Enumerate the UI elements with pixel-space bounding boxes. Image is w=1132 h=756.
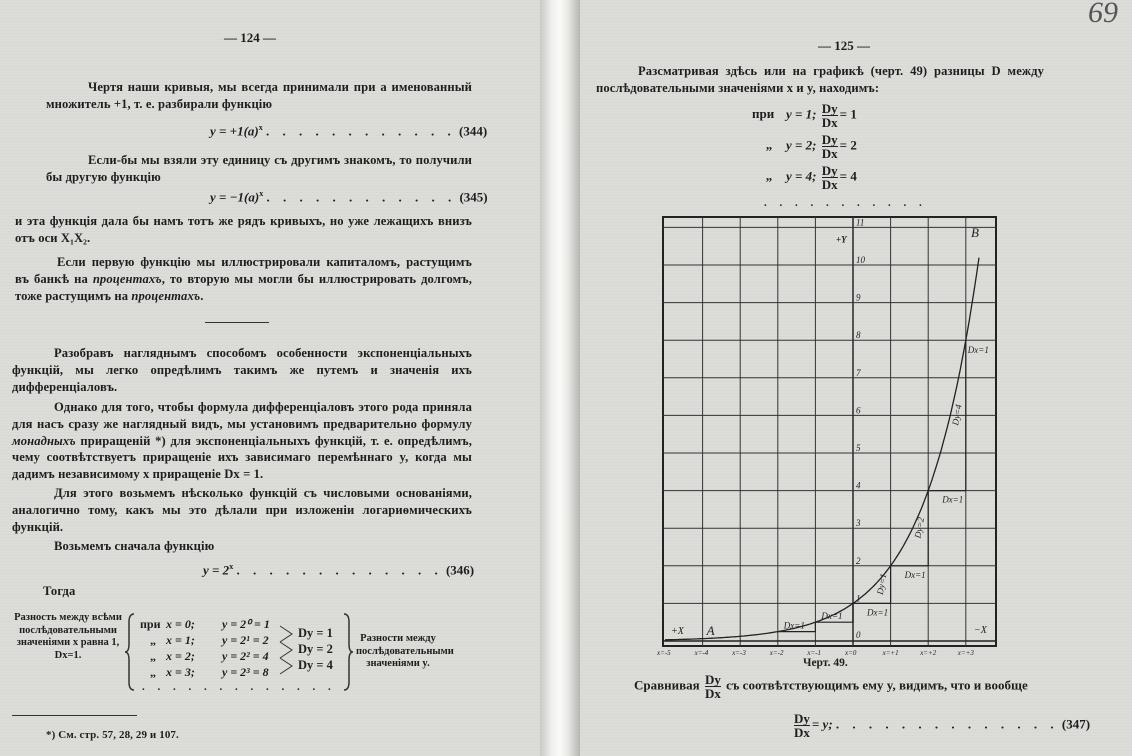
y-tick-label: 9 bbox=[856, 292, 861, 303]
denominator: Dx bbox=[821, 146, 838, 161]
denominator: Dx bbox=[794, 725, 810, 740]
x-tick-label: x=-5 bbox=[657, 649, 671, 657]
equation-number: (346) bbox=[445, 562, 475, 578]
numerator: Dy bbox=[794, 711, 810, 726]
exponent: x bbox=[229, 562, 234, 571]
text: Если первую функцію мы иллюстрировали капиталомъ, растущимъ въ банкѣ на bbox=[15, 255, 472, 286]
y-tick-label: 5 bbox=[856, 443, 861, 453]
row-prefix: „ bbox=[150, 649, 156, 663]
text: . bbox=[200, 288, 204, 303]
y-tick-label: 1 bbox=[856, 593, 861, 604]
x-tick-label: x=+3 bbox=[957, 649, 974, 657]
y-tick-label: 6 bbox=[856, 405, 861, 416]
figure-caption: Черт. 49. bbox=[803, 657, 848, 669]
paragraph bbox=[634, 673, 1028, 700]
page-number: — 125 — bbox=[818, 38, 870, 53]
numerator: Dy bbox=[821, 163, 838, 178]
equation-lhs: y = −1(a) bbox=[210, 189, 260, 205]
difference: Dy = 4 bbox=[298, 658, 333, 672]
paragraph: Для этого возьмемъ нѣсколько функцій съ числовыми основаніями, аналогично тому, какъ мы это дѣлали при изложеніи логариѳмическихъ функцій. bbox=[12, 486, 472, 534]
x-tick-label: x=-2 bbox=[769, 649, 784, 657]
leader-dots: . . . . . . . . . . . . bbox=[266, 123, 456, 139]
leader-dots: . . . . . . . . . . . . . . bbox=[835, 716, 1059, 732]
leader-dots: . . . . . . . . . . . . . bbox=[236, 562, 443, 578]
ratio-prefix: „ bbox=[765, 137, 773, 153]
difference: Dy = 2 bbox=[298, 642, 333, 656]
leader-dots: . . . . . . . . . . . . bbox=[266, 189, 457, 205]
row-prefix: „ bbox=[150, 665, 156, 679]
equation-number: (344) bbox=[459, 123, 488, 139]
y-tick-label: 8 bbox=[856, 330, 861, 341]
denominator: Dx bbox=[704, 686, 721, 701]
point-b-label: B bbox=[971, 225, 979, 240]
text: Однако для того, чтобы формула дифференціаловъ этого рода приняла для насъ сразу же наглядный видъ, мы установимъ предварительно формулу bbox=[12, 400, 472, 431]
x-tick-label: x=+1 bbox=[882, 649, 899, 657]
text: приращеній *) для экспоненціальныхъ функцій, т. е. опредѣлимъ, чему соотвѣтствуетъ приращеніе ихъ зависимаго перемѣннаго y, когда мы дадимъ независимому x приращеніе Dx = 1. bbox=[12, 433, 472, 482]
x-tick-label: x=+2 bbox=[920, 649, 937, 657]
numerator: Dy bbox=[704, 672, 721, 687]
ratio-value: = 2 bbox=[839, 137, 857, 153]
x-tick-label: x=-4 bbox=[694, 649, 709, 657]
point-a-label: A bbox=[706, 623, 715, 638]
dy-label: Dy=2 bbox=[912, 516, 926, 539]
fraction bbox=[705, 673, 721, 700]
dx-label: Dx=1 bbox=[783, 620, 805, 631]
dx-label: Dx=1 bbox=[942, 494, 964, 505]
ratio-y: y = 2; bbox=[786, 137, 817, 153]
denominator: Dx bbox=[821, 115, 838, 130]
ratio-y: y = 1; bbox=[786, 106, 817, 122]
text: Сравнивая bbox=[634, 677, 700, 693]
y-tick-label: 11 bbox=[856, 217, 865, 228]
exponential-curve bbox=[665, 258, 979, 640]
exponent: x bbox=[259, 189, 264, 198]
row-prefix: при bbox=[140, 617, 161, 631]
row-x: x = 3; bbox=[166, 665, 195, 679]
equation-347 bbox=[792, 712, 1090, 739]
equation-rhs: = y; bbox=[811, 716, 833, 732]
row-y: y = 2³ = 8 bbox=[222, 665, 269, 679]
dx-label: Dx=1 bbox=[867, 607, 889, 618]
equation-lhs: y = +1(a) bbox=[210, 123, 259, 139]
row-x: x = 1; bbox=[166, 633, 195, 647]
row-y: y = 2⁰ = 1 bbox=[222, 617, 270, 631]
x-tick-label: x=-3 bbox=[732, 649, 746, 657]
denominator: Dx bbox=[821, 177, 838, 192]
ratio-value: = 1 bbox=[839, 106, 857, 122]
x-tick-label: x=0 bbox=[845, 649, 857, 657]
table-left-note: Разность между всѣми послѣдовательными значеніями x равна 1, Dx=1. bbox=[14, 612, 122, 661]
dy-label: Dy=1 bbox=[874, 572, 889, 596]
y-tick-label: 4 bbox=[856, 480, 861, 491]
paragraph: и эта функція дала бы намъ тотъ же рядъ кривыхъ, но уже лежащихъ внизъ отъ оси X₁X₂. bbox=[15, 214, 472, 245]
plus-x-label: +X bbox=[671, 626, 684, 637]
equation-lhs: y = 2 bbox=[203, 562, 230, 578]
paragraph: Чертя наши кривыя, мы всегда принимали при a именованный множитель +1, т. е. разбирали функцію bbox=[46, 80, 472, 111]
italic-text: процентахъ bbox=[131, 288, 201, 303]
y-tick-label: 7 bbox=[856, 367, 861, 378]
ratio-prefix: „ bbox=[765, 168, 773, 184]
dy-label: Dy=4 bbox=[950, 403, 964, 427]
dx-label: Dx=1 bbox=[821, 611, 843, 622]
text: , то вторую мы могли бы иллюстрировать долгомъ, тоже растущимъ на bbox=[15, 271, 472, 303]
handwritten-page-number: 69 bbox=[1088, 0, 1118, 29]
leader-dots: . . . . . . . . . . . . . bbox=[142, 681, 336, 693]
fraction bbox=[794, 712, 810, 739]
leader-dots: . . . . . . . . . . . bbox=[764, 197, 927, 209]
y-tick-label: 10 bbox=[856, 255, 865, 265]
page-number: — 124 — bbox=[224, 30, 276, 45]
minus-x-label: −X bbox=[974, 625, 987, 636]
dx-label: Dx=1 bbox=[967, 345, 989, 356]
table-right-note: Разности между послѣдовательными значеніями y. bbox=[356, 633, 454, 669]
row-y: y = 2¹ = 2 bbox=[222, 633, 269, 647]
dx-label: Dx=1 bbox=[904, 569, 926, 580]
y-tick-label: 2 bbox=[856, 555, 861, 566]
ratio-y: y = 4; bbox=[786, 168, 817, 184]
row-y: y = 2² = 4 bbox=[222, 649, 269, 663]
numerator: Dy bbox=[821, 132, 838, 147]
row-x: x = 2; bbox=[166, 649, 195, 663]
text: съ соотвѣтствующимъ ему y, видимъ, что и вообще bbox=[726, 677, 1028, 693]
italic-text: процентахъ bbox=[92, 271, 162, 286]
paragraph: Возьмемъ сначала функцію bbox=[54, 539, 215, 553]
paragraph: Разобравъ нагляднымъ способомъ особенности экспоненціальныхъ функцій, мы легко опредѣлимъ такимъ же путемъ и значенія ихъ дифференціаловъ. bbox=[12, 346, 472, 394]
y-tick-label: 3 bbox=[856, 518, 861, 529]
plus-y-label: +Y bbox=[836, 234, 847, 245]
ratio-prefix: при bbox=[752, 106, 775, 122]
paragraph: Разсматривая здѣсь или на графикѣ (черт. 49) разницы D между послѣдовательными значеніями x и y, находимъ: bbox=[596, 64, 1044, 95]
row-x: x = 0; bbox=[166, 617, 195, 631]
equation-number: (347) bbox=[1061, 716, 1091, 732]
y-tick-label: 0 bbox=[856, 630, 861, 640]
numerator: Dy bbox=[821, 101, 838, 116]
paragraph: Если-бы мы взяли эту единицу съ другимъ знакомъ, то получили бы другую функцію bbox=[46, 153, 472, 184]
x-tick-label: x=-1 bbox=[807, 649, 822, 657]
exponent: x bbox=[258, 123, 263, 132]
italic-text: монадныхъ bbox=[12, 433, 76, 448]
row-prefix: „ bbox=[150, 633, 156, 647]
difference: Dy = 1 bbox=[298, 626, 333, 640]
ratio-value: = 4 bbox=[839, 168, 857, 184]
paragraph: Тогда bbox=[43, 584, 76, 598]
footnote: *) См. стр. 57, 28, 29 и 107. bbox=[46, 729, 179, 741]
equation-number: (345) bbox=[459, 189, 488, 205]
